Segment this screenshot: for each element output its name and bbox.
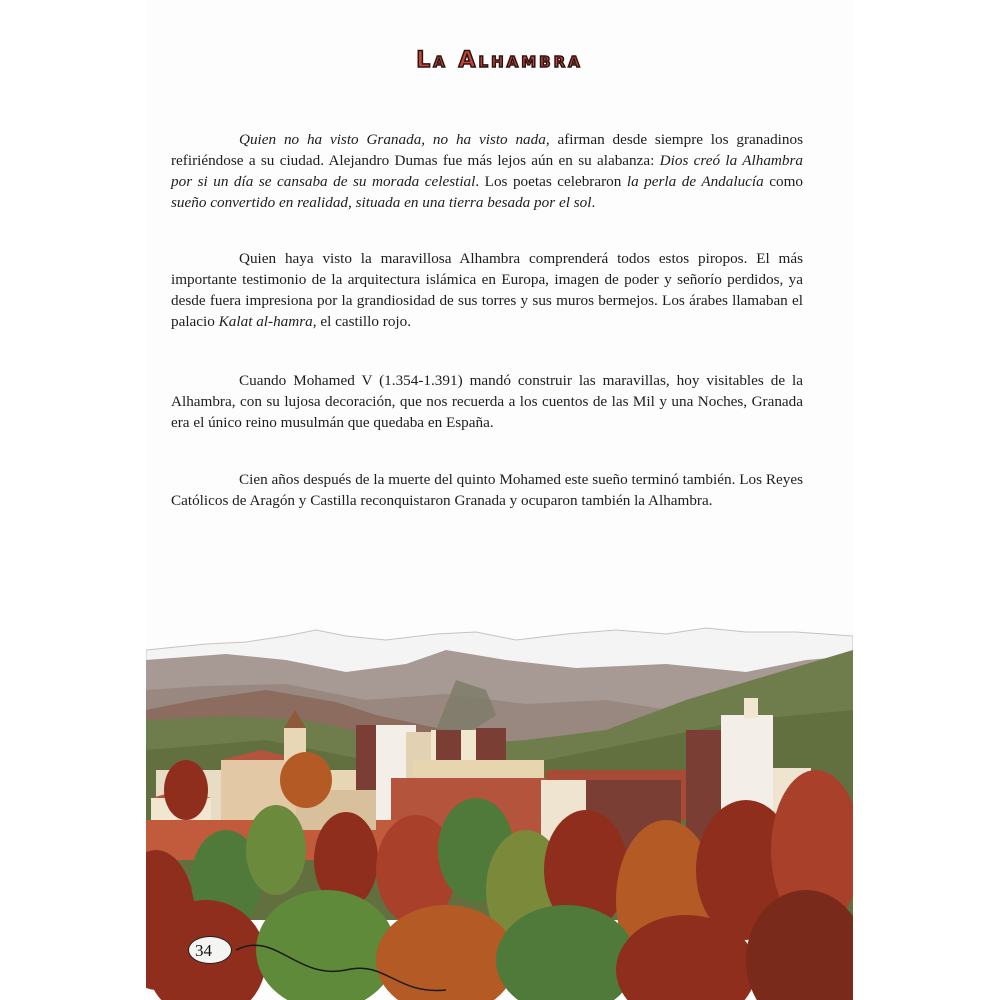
italic-phrase: Dios creó la Alhambra por si un día se cansaba de su morada celestial: [171, 152, 803, 190]
text-run: , el castillo rojo.: [312, 313, 412, 330]
text-run: , afirman desde siempre los granadinos refiriéndose a su ciudad. Alejandro Dumas fue más lejos aún en su alabanza:: [171, 131, 803, 169]
alhambra-landscape-illustration: [146, 620, 853, 1000]
text-run: como: [763, 173, 803, 190]
text-run: Cien años después de la muerte del quinto Mohamed este sueño terminó también. Los Reyes Católicos de Aragón y Castilla reconquistaron Granada y ocuparon también la Alhambra.: [171, 471, 803, 509]
paragraph-4: [171, 469, 803, 511]
paragraph-1: [171, 129, 803, 213]
paragraph-3: [171, 370, 803, 433]
paragraph-2: [171, 248, 803, 332]
text-run: Cuando Mohamed V (1.354-1.391) mandó construir las maravillas, hoy visitables de la Alhambra, con su lujosa decoración, que nos recuerda a los cuentos de las Mil y una Noches, Granada era el único reino musulmán que quedaba en España.: [171, 372, 803, 431]
page-number: 34: [188, 936, 232, 964]
italic-phrase: situada en una tierra besada por el sol: [355, 194, 592, 211]
text-run: .: [591, 194, 596, 211]
italic-phrase: Quien no ha visto Granada, no ha visto nada: [239, 131, 546, 148]
text-run: ,: [348, 194, 356, 211]
italic-phrase: la perla de Andalucía: [626, 173, 764, 190]
text-run: . Los poetas celebraron: [475, 173, 627, 190]
page-title: La Alhambra: [416, 48, 583, 73]
page: [146, 0, 853, 1000]
italic-phrase: sueño convertido en realidad: [171, 194, 349, 211]
text-run: Quien haya visto la maravillosa Alhambra comprenderá todos estos piropos. El más importante testimonio de la arquitectura islámica en Europa, imagen de poder y señorío perdidos, ya desde fuera impresiona por la grandiosidad de sus torres y sus muros bermejos. Los árabes llamaban el palacio: [171, 250, 803, 330]
italic-phrase: Kalat al-hamra: [218, 313, 313, 330]
